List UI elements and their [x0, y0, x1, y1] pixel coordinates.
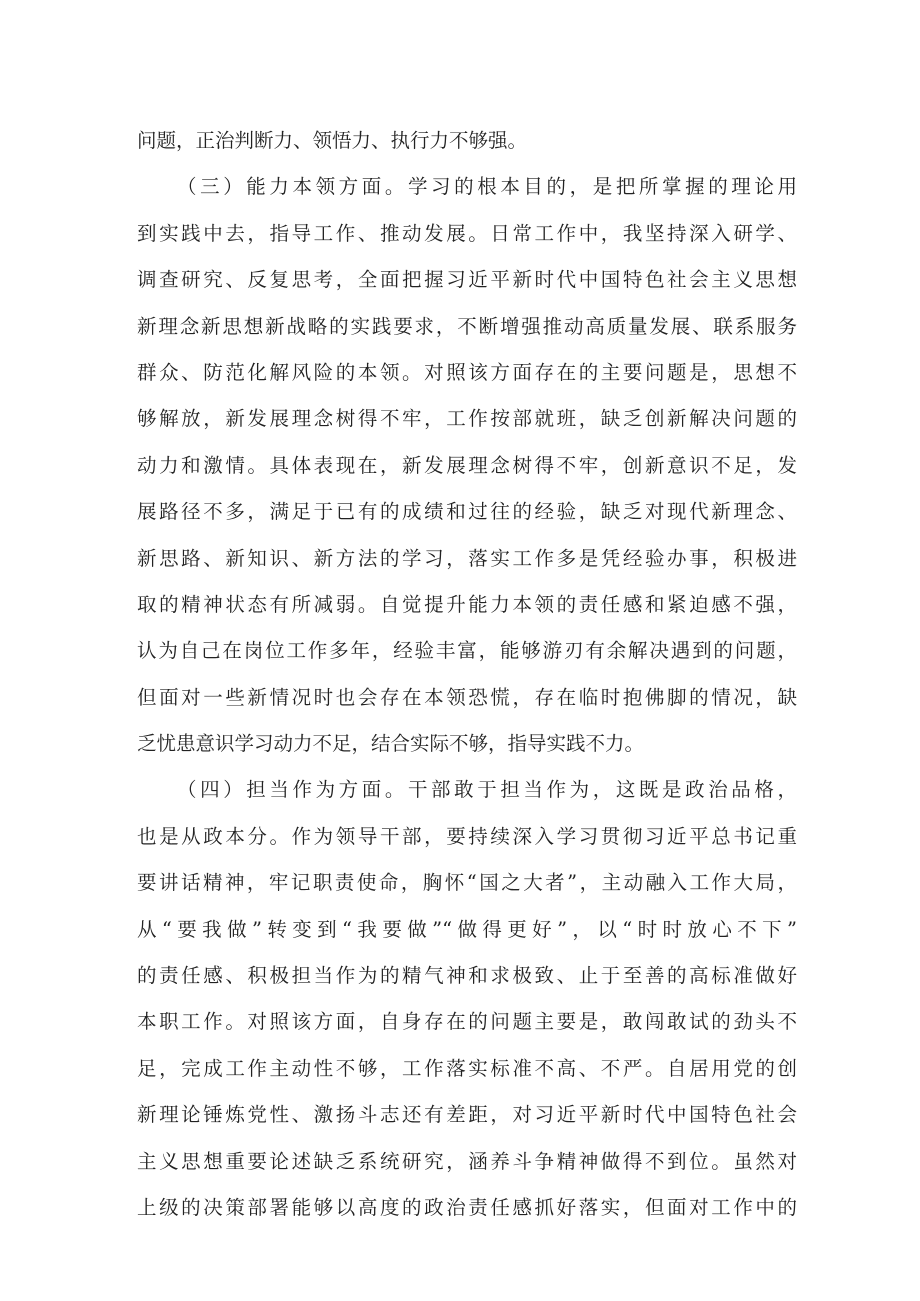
text-line: 新理念新思想新战略的实践要求，不断增强推动高质量发展、联系服务: [137, 314, 797, 338]
document-body: [137, 118, 797, 1231]
text-line: 本职工作。对照该方面，自身存在的问题主要是，敢闯敢试的劲头不: [137, 1010, 797, 1034]
text-line: 新理论锤炼党性、激扬斗志还有差距，对习近平新时代中国特色社会: [137, 1103, 797, 1127]
paragraph-start-line: （三）能力本领方面。学习的根本目的，是把所掌握的理论用: [177, 175, 797, 199]
text-line: 从“要我做”转变到“我要做”“做得更好”，以“时时放心不下”: [137, 917, 797, 941]
text-line: 也是从政本分。作为领导干部，要持续深入学习贯彻习近平总书记重: [137, 824, 797, 848]
text-line: 取的精神状态有所减弱。自觉提升能力本领的责任感和紧迫感不强，: [137, 592, 797, 616]
paragraph-end-line: 乏忧患意识学习动力不足，结合实际不够，指导实践不力。: [137, 732, 645, 756]
text-line: 群众、防范化解风险的本领。对照该方面存在的主要问题是，思想不: [137, 360, 797, 384]
text-line: 新思路、新知识、新方法的学习，落实工作多是凭经验办事，积极进: [137, 546, 797, 570]
text-line: 主义思想重要论述缺乏系统研究，涵养斗争精神做得不到位。虽然对: [137, 1149, 797, 1173]
text-line: 展路径不多，满足于已有的成绩和过往的经验，缺乏对现代新理念、: [137, 500, 797, 524]
text-line: 认为自己在岗位工作多年，经验丰富，能够游刃有余解决遇到的问题，: [137, 639, 797, 663]
text-line: 调查研究、反复思考，全面把握习近平新时代中国特色社会主义思想: [137, 268, 797, 292]
text-line: 问题，正治判断力、领悟力、执行力不够强。: [137, 129, 528, 152]
text-line: 到实践中去，指导工作、推动发展。日常工作中，我坚持深入研学、: [137, 221, 797, 245]
text-line: 但面对一些新情况时也会存在本领恐慌，存在临时抱佛脚的情况，缺: [137, 685, 797, 709]
text-line: 足，完成工作主动性不够，工作落实标准不高、不严。自居用党的创: [137, 1056, 797, 1080]
text-line: 要讲话精神，牢记职责使命，胸怀“国之大者”，主动融入工作大局，: [137, 871, 797, 895]
paragraph-start-line: （四）担当作为方面。干部敢于担当作为，这既是政治品格，: [177, 778, 797, 802]
text-line: 动力和激情。具体表现在，新发展理念树得不牢，创新意识不足，发: [137, 453, 797, 477]
text-line: 的责任感、积极担当作为的精气神和求极致、止于至善的高标准做好: [137, 964, 797, 988]
text-line: 上级的决策部署能够以高度的政治责任感抓好落实，但面对工作中的: [137, 1195, 797, 1219]
text-line: 够解放，新发展理念树得不牢，工作按部就班，缺乏创新解决问题的: [137, 407, 797, 431]
